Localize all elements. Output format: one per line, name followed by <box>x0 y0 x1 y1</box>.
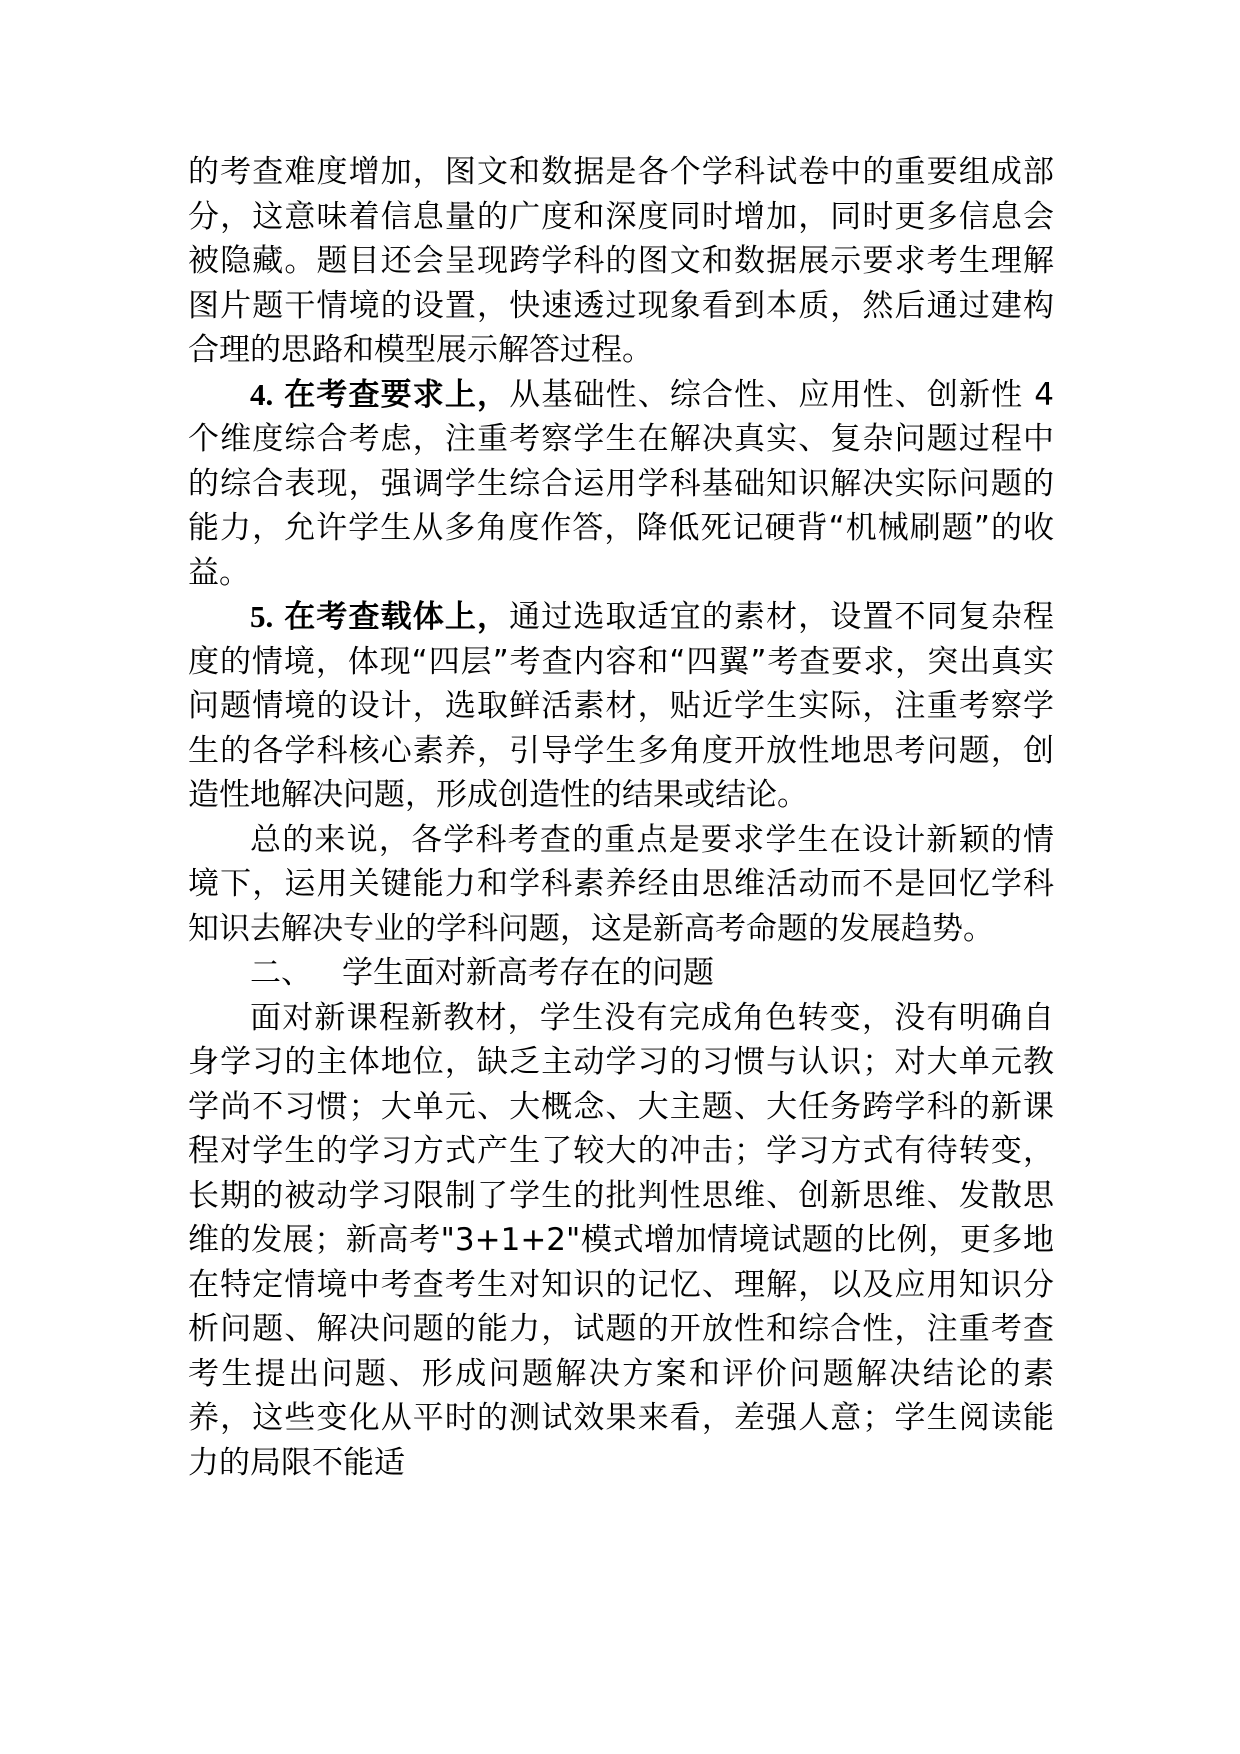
document-body <box>188 150 1054 1485</box>
paragraph-problems <box>188 996 1054 1486</box>
paragraph-text: 面对新课程新教材，学生没有完成角色转变，没有明确自身学习的主体地位，缺乏主动学习的习惯与认识；对大单元教学尚不习惯；大单元、大概念、大主题、大任务跨学科的新课程对学生的学习方式产生了较大的冲击；学习方式有待转变，长期的被动学习限制了学生的批判性思维、创新思维、发散思维的发展；新高考"3+1+2"模式增加情境试题的比例，更多地在特定情境中考查考生对知识的记忆、理解，以及应用知识分析问题、解决问题的能力，试题的开放性和综合性，注重考查考生提出问题、形成问题解决方案和评价问题解决结论的素养，这些变化从平时的测试效果来看，差强人意；学生阅读能力的局限不能适 <box>188 999 1054 1481</box>
section-title: 学生面对新高考存在的问题 <box>342 955 714 991</box>
paragraph-point-4 <box>188 373 1054 596</box>
point-number: 4. <box>250 376 274 412</box>
section-number: 二、 <box>250 955 312 991</box>
section-heading <box>188 951 1054 996</box>
paragraph-text: 总的来说，各学科考查的重点是要求学生在设计新颖的情境下，运用关键能力和学科素养经由思维活动而不是回忆学科知识去解决专业的学科问题，这是新高考命题的发展趋势。 <box>188 821 1054 947</box>
point-lead: 在考查要求上， <box>284 376 510 413</box>
point-number: 5. <box>250 599 274 634</box>
paragraph-text: 的考查难度增加，图文和数据是各个学科试卷中的重要组成部分，这意味着信息量的广度和深度同时增加，同时更多信息会被隐藏。题目还会呈现跨学科的图文和数据展示要求考生理解图片题干情境的设置，快速透过现象看到本质，然后通过建构合理的思路和模型展示解答过程。 <box>188 154 1054 368</box>
paragraph-summary <box>188 818 1054 952</box>
paragraph-text: 通过选取适宜的素材，设置不同复杂程度的情境，体现“四层”考查内容和“四翼”考查要求，突出真实问题情境的设计，选取鲜活素材，贴近学生实际，注重考察学生的各学科核心素养，引导学生多角度开放性地思考问题，创造性地解决问题，形成创造性的结果或结论。 <box>188 599 1055 813</box>
paragraph-continuation <box>188 150 1054 373</box>
paragraph-text: 从基础性、综合性、应用性、创新性 4 个维度综合考虑，注重考察学生在解决真实、复杂问题过程中的综合表现，强调学生综合运用学科基础知识解决实际问题的能力，允许学生从多角度作答，降低死记硬背“机械刷题”的收益。 <box>188 376 1055 591</box>
paragraph-point-5 <box>188 595 1054 818</box>
point-lead: 在考查载体上， <box>284 599 510 635</box>
